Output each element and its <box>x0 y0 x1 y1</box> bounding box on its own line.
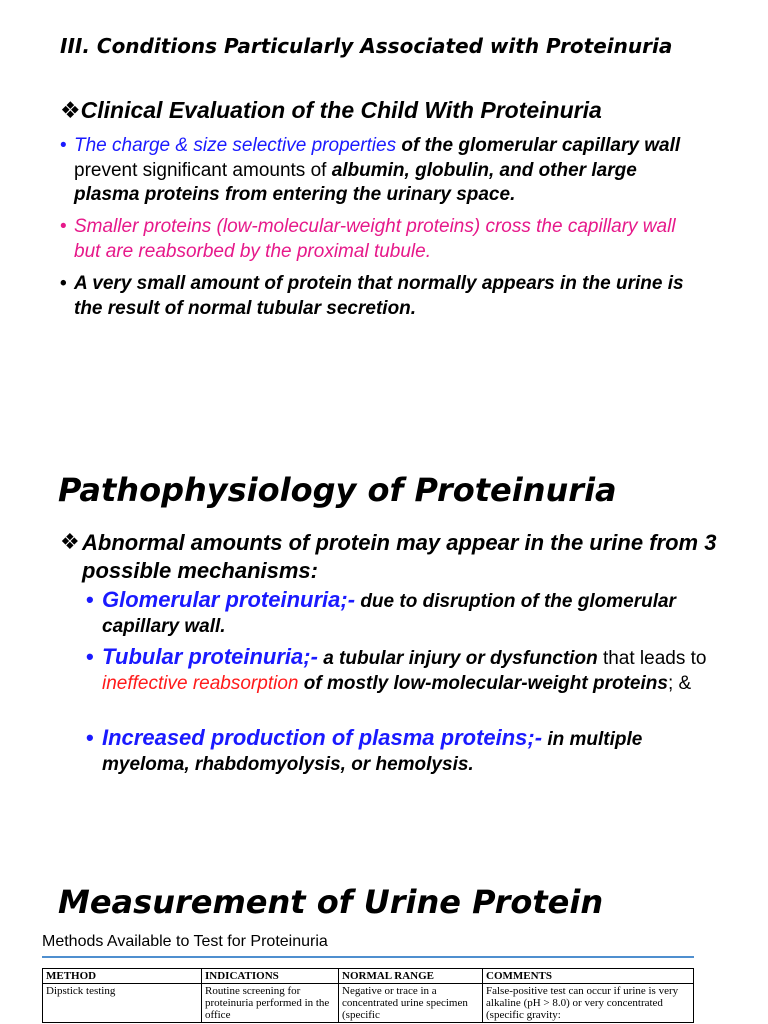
mechanism-description-5: ; & <box>667 672 692 694</box>
mechanism-term: Increased production of plasma proteins;- <box>102 725 543 750</box>
bullet-dot-icon: • <box>86 644 94 669</box>
bullet-smaller-proteins <box>60 215 688 264</box>
bullet-text: Smaller proteins (low-molecular-weight proteins) cross the capillary wall but are reabsorbed by the proximal tubule. <box>74 216 676 262</box>
mechanism-description: in multiple myeloma, rhabdomyolysis, or hemolysis. <box>102 729 643 775</box>
section-1-heading: III. Conditions Particularly Associated with Proteinuria <box>60 34 673 58</box>
column-header-method: METHOD <box>43 969 202 984</box>
section-2-heading: Pathophysiology of Proteinuria <box>58 471 617 509</box>
column-header-comments: COMMENTS <box>483 969 694 984</box>
clinical-evaluation-subheading <box>60 96 750 125</box>
cell-normal-range: Negative or trace in a concentrated urine specimen (specific <box>339 984 483 1023</box>
mechanism-glomerular <box>86 588 706 639</box>
subheading-text: Clinical Evaluation of the Child With Proteinuria <box>80 97 602 123</box>
mechanism-tubular <box>86 645 716 696</box>
mechanism-term: Glomerular proteinuria;- <box>102 587 356 612</box>
cell-indications: Routine screening for proteinuria performed in the office <box>202 984 339 1023</box>
mechanism-description-2: that leads to <box>597 648 707 669</box>
mechanisms-subheading <box>60 529 750 584</box>
bullet-charge-size <box>60 134 688 208</box>
table-title: Methods Available to Test for Proteinuria <box>42 933 328 950</box>
column-header-indications: INDICATIONS <box>202 969 339 984</box>
bullet-phrase-prevent: prevent significant amounts of <box>74 159 332 181</box>
diamond-bullet-icon: ❖ <box>60 98 81 124</box>
mechanism-description-1: a tubular injury or dysfunction <box>317 648 598 669</box>
bullet-dot-icon: • <box>60 273 67 294</box>
title-rule <box>42 956 694 958</box>
mechanism-description-4: of mostly low-molecular-weight proteins <box>298 672 668 694</box>
bullet-dot-icon: • <box>60 135 67 156</box>
bullet-phrase-capillary-wall: of the glomerular capillary wall <box>396 135 681 156</box>
bullet-phrase-proteins: albumin, globulin, and other large plasma proteins from entering the urinary space. <box>74 159 637 205</box>
bullet-dot-icon: • <box>86 725 94 750</box>
table-header-row <box>43 969 694 984</box>
bullet-dot-icon: • <box>86 587 94 612</box>
bullet-text: A very small amount of protein that normally appears in the urine is the result of normal tubular secretion. <box>74 273 684 319</box>
mechanism-description-3: ineffective reabsorption <box>102 672 299 694</box>
table-row <box>43 984 694 1023</box>
proteinuria-methods-table <box>42 968 694 1023</box>
bullet-dot-icon: • <box>60 216 67 237</box>
bullet-phrase-charge-size: The charge & size selective properties <box>74 135 397 156</box>
mechanism-description: due to disruption of the glomerular capillary wall. <box>102 591 676 637</box>
section-3-heading: Measurement of Urine Protein <box>58 883 604 921</box>
cell-comments: False-positive test can occur if urine is very alkaline (pH > 8.0) or very concentrated (specific gravity: <box>483 984 694 1023</box>
column-header-normal-range: NORMAL RANGE <box>339 969 483 984</box>
subheading-text: Abnormal amounts of protein may appear in the urine from 3 possible mechanisms: <box>82 530 717 583</box>
mechanism-term: Tubular proteinuria;- <box>102 644 318 669</box>
cell-method: Dipstick testing <box>43 984 202 1023</box>
diamond-bullet-icon: ❖ <box>60 530 80 555</box>
mechanism-increased-production <box>86 726 706 777</box>
bullet-tubular-secretion <box>60 272 688 321</box>
